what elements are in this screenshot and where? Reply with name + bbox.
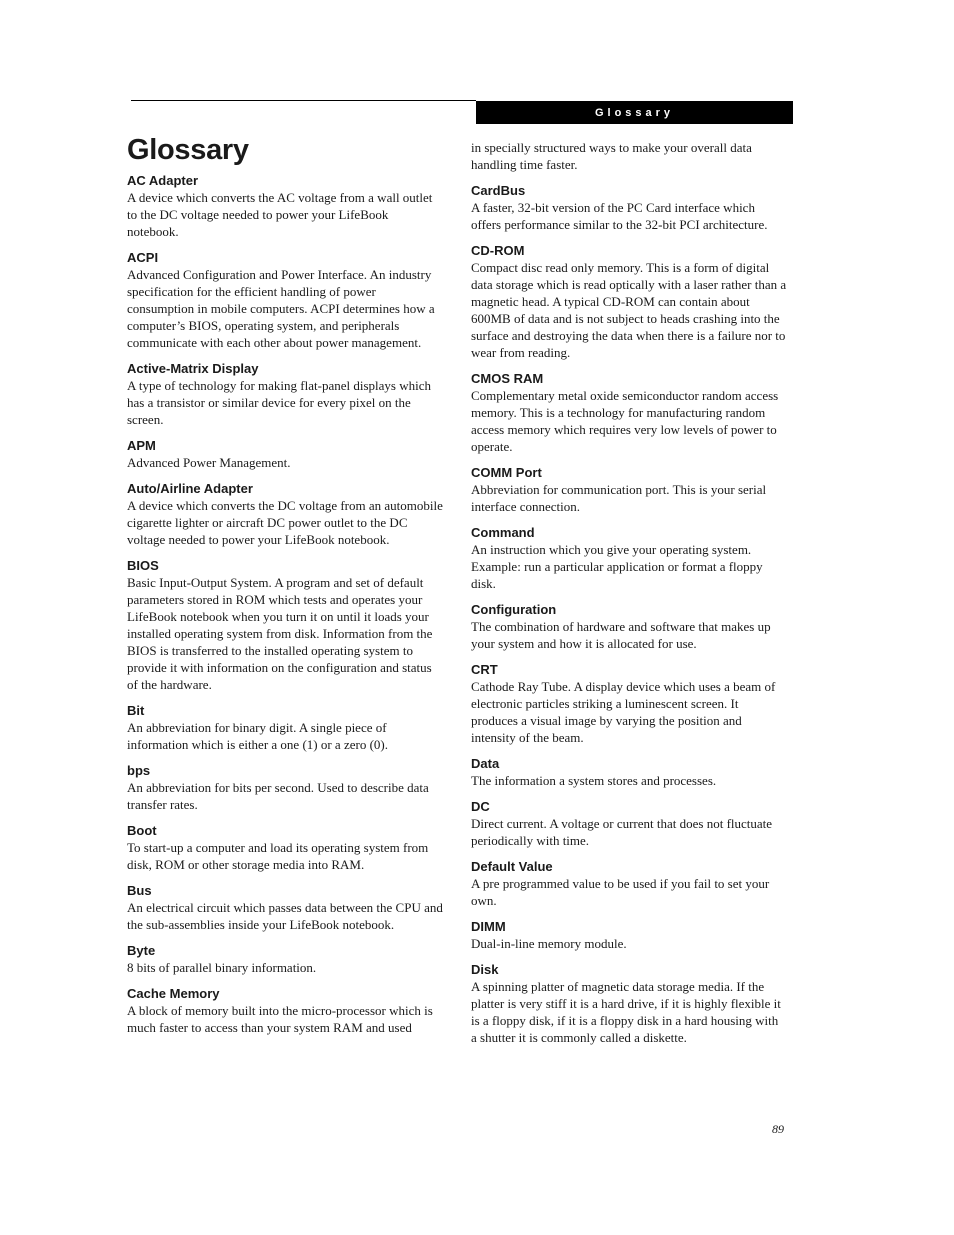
glossary-definition: A pre programmed value to be used if you fail to set your own. [471,876,770,908]
glossary-term: bps [127,763,151,778]
glossary-term: Byte [127,943,156,958]
glossary-definition: The information a system stores and processes. [471,773,717,788]
glossary-term: Data [471,756,500,771]
glossary-term: Command [471,525,535,540]
glossary-definition: An abbreviation for binary digit. A single piece of information which is either a one (1) or a zero (0). [127,720,388,752]
glossary-entry [127,822,443,873]
glossary-definition: Direct current. A voltage or current that does not fluctuate periodically with time. [471,816,773,848]
glossary-definition: A device which converts the DC voltage from an automobile cigarette lighter or aircraft DC power outlet to the DC voltage needed to power your LifeBook notebook. [127,498,443,547]
glossary-definition: Abbreviation for communication port. This is your serial interface connection. [471,482,767,514]
glossary-entry [127,437,443,471]
glossary-term: AC Adapter [127,173,199,188]
glossary-entry [127,480,443,548]
glossary-definition: An abbreviation for bits per second. Used to describe data transfer rates. [127,780,429,812]
glossary-definition: Complementary metal oxide semiconductor random access memory. This is a technology for manufacturing random access memory which requires very low levels of power to operate. [471,388,779,454]
glossary-entry [127,172,443,240]
glossary-term: Cache Memory [127,986,220,1001]
glossary-entry [471,798,787,849]
glossary-entry [471,858,787,909]
glossary-term: COMM Port [471,465,542,480]
glossary-entry [471,918,787,952]
glossary-entry [127,985,443,1036]
glossary-term: Bus [127,883,152,898]
glossary-term: CMOS RAM [471,371,544,386]
glossary-entry [127,762,443,813]
section-header-bar [476,101,793,124]
glossary-term: Auto/Airline Adapter [127,481,253,496]
header-rule [131,100,476,101]
glossary-definition: A type of technology for making flat-panel displays which has a transistor or similar device for every pixel on the screen. [127,378,431,427]
glossary-term: DC [471,799,490,814]
glossary-term: CardBus [471,183,526,198]
glossary-entry [127,360,443,428]
glossary-term: Boot [127,823,157,838]
glossary-term: Configuration [471,602,557,617]
glossary-definition: To start-up a computer and load its operating system from disk, ROM or other storage media into RAM. [127,840,429,872]
glossary-entry [471,370,787,455]
glossary-entry [471,601,787,652]
glossary-term: Active-Matrix Display [127,361,259,376]
glossary-column-right [471,139,787,1055]
glossary-definition: Cathode Ray Tube. A display device which uses a beam of electronic particles striking a luminescent screen. It produces a visual image by varying the position and intensity of the beam. [471,679,776,745]
glossary-term: BIOS [127,558,159,573]
glossary-term: Disk [471,962,499,977]
glossary-entry [471,182,787,233]
glossary-term: CD-ROM [471,243,525,258]
glossary-entry [127,942,443,976]
glossary-entry [471,661,787,746]
glossary-definition: Advanced Power Management. [127,455,291,470]
glossary-entry [127,249,443,351]
glossary-term: Default Value [471,859,553,874]
glossary-column-left [127,172,443,1045]
glossary-term: CRT [471,662,498,677]
glossary-definition: An electrical circuit which passes data between the CPU and the sub-assemblies inside your LifeBook notebook. [127,900,443,932]
glossary-term: APM [127,438,156,453]
glossary-definition: A spinning platter of magnetic data storage media. If the platter is very stiff it is a hard drive, if it is highly flexible it is a floppy disk, if it is a floppy disk in a hard housing with a shutter it is commonly called a diskette. [471,979,781,1045]
glossary-entry [127,702,443,753]
glossary-definition: 8 bits of parallel binary information. [127,960,317,975]
glossary-definition: A block of memory built into the micro-processor which is much faster to access than your system RAM and used [127,1003,433,1035]
glossary-definition: Advanced Configuration and Power Interface. An industry specification for the efficient handling of power consumption in mobile computers. ACPI determines how a computer’s BIOS, operating system, and peripherals communicate with each other about power management. [127,267,435,350]
page-number: 89 [772,1122,784,1136]
glossary-term: Bit [127,703,145,718]
glossary-definition: A device which converts the AC voltage from a wall outlet to the DC voltage needed to power your LifeBook notebook. [127,190,433,239]
section-label: Glossary [594,106,675,119]
glossary-definition: Dual-in-line memory module. [471,936,627,951]
glossary-definition: An instruction which you give your operating system. Example: run a particular application or format a floppy disk. [471,542,763,591]
glossary-entry [471,524,787,592]
page-title: Glossary [127,134,249,166]
glossary-entry [471,755,787,789]
glossary-definition: Compact disc read only memory. This is a form of digital data storage which is read optically with a laser rather than a magnetic head. A typical CD-ROM can contain about 600MB of data and is not subject to heads crashing into the surface and destroying the data when there is a failure nor to wear from reading. [471,260,787,360]
glossary-definition-continuation: in specially structured ways to make your overall data handling time faster. [471,140,752,172]
glossary-definition: A faster, 32-bit version of the PC Card interface which offers performance similar to the 32-bit PCI architecture. [471,200,768,232]
glossary-entry [127,557,443,693]
glossary-entry [471,242,787,361]
glossary-definition: The combination of hardware and software that makes up your system and how it is allocated for use. [471,619,771,651]
glossary-entry [127,882,443,933]
glossary-entry [471,961,787,1046]
glossary-term: DIMM [471,919,506,934]
glossary-definition: Basic Input-Output System. A program and set of default parameters stored in ROM which tests and operates your LifeBook notebook when you turn it on until it loads your installed operating system from disk. Information from the BIOS is transferred to the installed operating system to provide it with information on the configuration and status of the hardware. [127,575,433,692]
glossary-term: ACPI [127,250,159,265]
glossary-entry [471,464,787,515]
